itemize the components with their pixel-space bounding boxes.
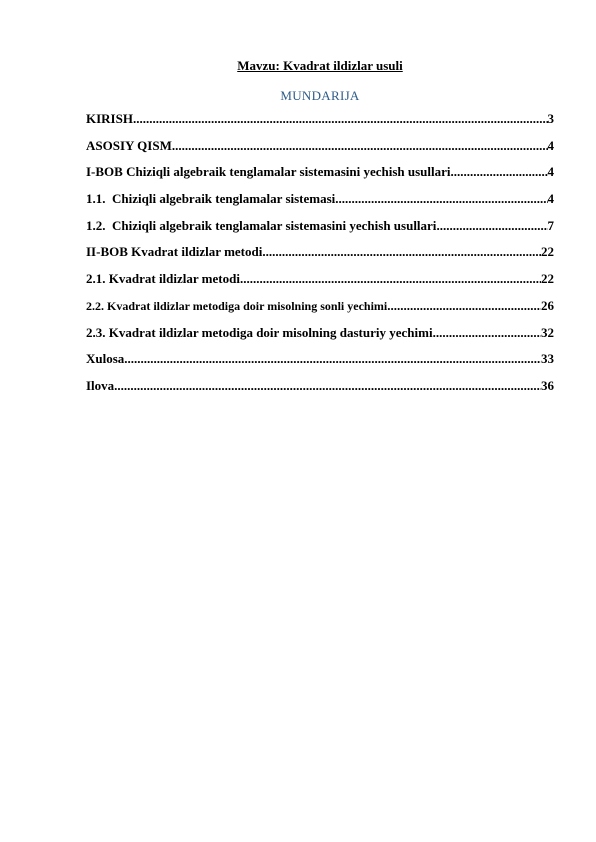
toc-entry-label: 2.3. Kvadrat ildizlar metodiga doir misolning dasturiy yechimi xyxy=(86,324,433,340)
toc-entry-label: I-BOB Chiziqli algebraik tenglamalar sistemasini yechish usullari xyxy=(86,164,451,180)
toc-entry-section-2-2[interactable] xyxy=(86,298,554,325)
toc-entry-label: Xulosa xyxy=(86,351,125,367)
toc-entry-label: 2.1. Kvadrat ildizlar metodi xyxy=(86,271,240,287)
toc-dot-leader xyxy=(172,138,548,154)
toc-dot-leader xyxy=(262,244,541,260)
toc-entry-label: II-BOB Kvadrat ildizlar metodi xyxy=(86,244,263,260)
toc-dot-leader xyxy=(133,111,548,127)
toc-page-number: 22 xyxy=(541,244,554,260)
toc-page-number: 3 xyxy=(547,111,554,126)
toc-entry-ilova[interactable] xyxy=(86,378,554,405)
toc-dot-leader xyxy=(114,378,541,394)
toc-entry-label: Ilova xyxy=(86,377,115,393)
toc-entry-label: ASOSIY QISM xyxy=(86,137,172,153)
toc-page-number: 4 xyxy=(547,191,554,207)
toc-dot-leader xyxy=(451,164,548,180)
toc-page-number: 4 xyxy=(547,164,554,180)
toc-entry-label: 2.2. Kvadrat ildizlar metodiga doir misolning sonli yechimi xyxy=(86,298,388,313)
document-title: Mavzu: Kvadrat ildizlar usuli xyxy=(237,58,403,73)
toc-page-number: 36 xyxy=(541,377,554,393)
toc-entry-number: 1.2. xyxy=(86,217,106,233)
toc-page-number: 33 xyxy=(541,351,554,367)
toc-page-number: 4 xyxy=(547,137,554,153)
toc-dot-leader xyxy=(436,218,547,234)
toc-entry-asosiy-qism[interactable] xyxy=(86,138,554,165)
toc-entry-label: Chiziqli algebraik tenglamalar sistemasi xyxy=(112,191,336,207)
toc-entry-kirish[interactable] xyxy=(86,111,554,138)
toc-entry-section-1-1[interactable] xyxy=(86,191,554,218)
toc-entry-label: KIRISH xyxy=(86,111,133,126)
toc-entry-section-2-1[interactable] xyxy=(86,271,554,298)
toc-entry-chapter-2[interactable] xyxy=(86,244,554,271)
toc-entry-number: 1.1. xyxy=(86,191,106,207)
toc-entry-chapter-1[interactable] xyxy=(86,164,554,191)
toc-entry-section-2-3[interactable] xyxy=(86,325,554,352)
toc-entry-xulosa[interactable] xyxy=(86,351,554,378)
toc-entry-label: Chiziqli algebraik tenglamalar sistemasini yechish usullari xyxy=(112,217,437,233)
toc-dot-leader xyxy=(335,191,547,207)
toc-page-number: 7 xyxy=(547,217,554,233)
toc-page-number: 22 xyxy=(541,271,554,287)
table-of-contents xyxy=(86,111,554,405)
toc-entry-section-1-2[interactable] xyxy=(86,218,554,245)
toc-dot-leader xyxy=(433,325,541,341)
toc-dot-leader xyxy=(124,351,541,367)
toc-dot-leader xyxy=(240,271,541,287)
toc-page-number: 32 xyxy=(541,324,554,340)
toc-dot-leader xyxy=(387,298,541,314)
toc-heading: MUNDARIJA xyxy=(280,88,360,103)
toc-page-number: 26 xyxy=(541,297,554,313)
